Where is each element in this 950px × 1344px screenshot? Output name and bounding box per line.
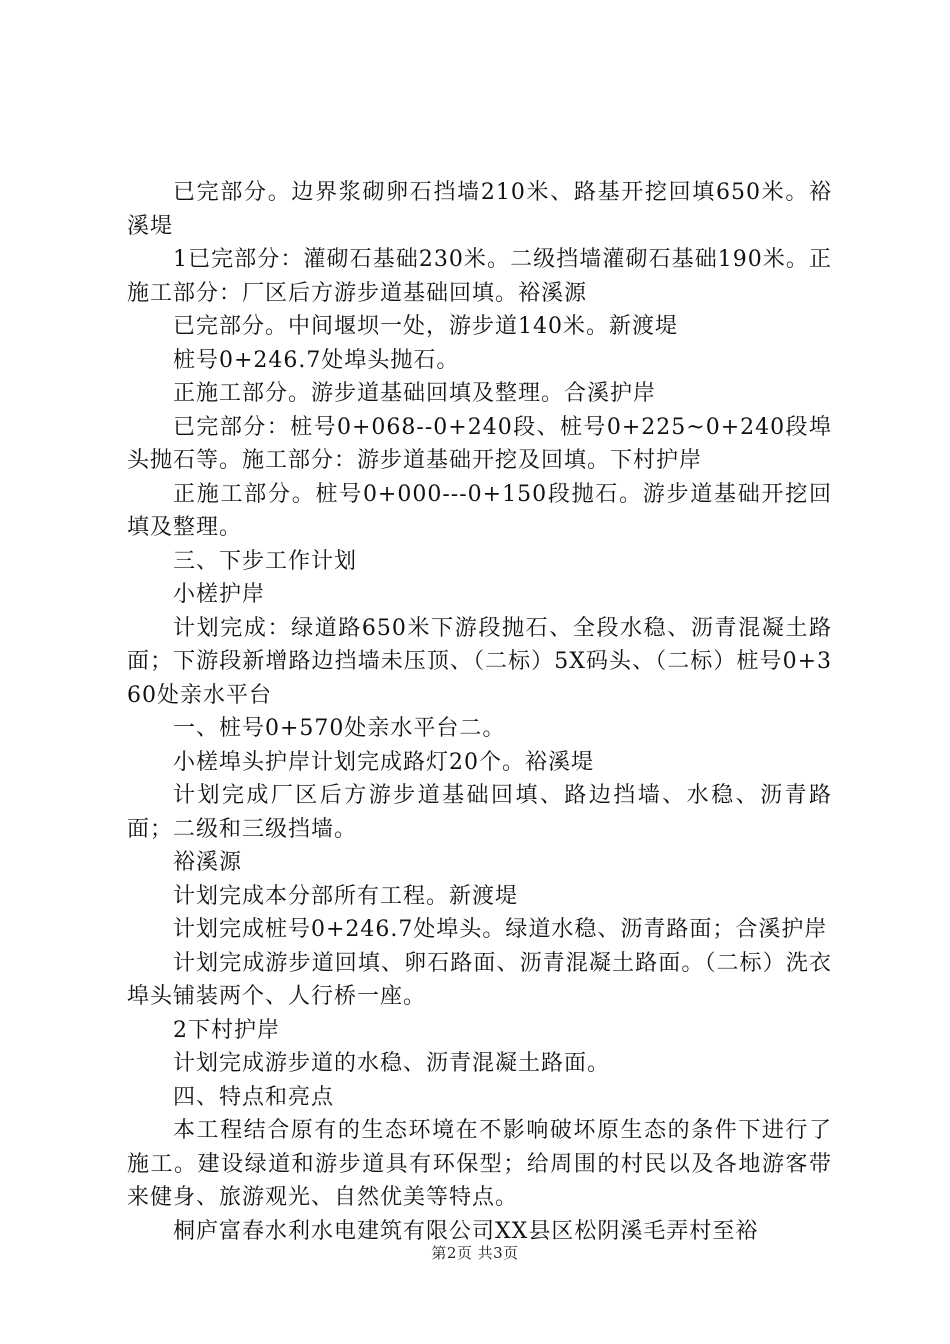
paragraph: 小槎埠头护岸计划完成路灯20个。裕溪堤 xyxy=(173,749,594,775)
paragraph: 计划完成桩号0+246.7处埠头。绿道水稳、沥青路面；合溪护岸 xyxy=(173,917,828,942)
paragraph: 计划完成：绿道路650米下游段抛石、全段水稳、沥青混凝土路面；下游段新增路边挡墙未压顶、（二标）5X码头、（二标）桩号0+360处亲水平台 xyxy=(127,615,832,708)
paragraph: 正施工部分。桩号0+000---0+150段抛石。游步道基础开挖回填及整理。 xyxy=(127,481,832,540)
paragraph: 正施工部分。游步道基础回填及整理。合溪护岸 xyxy=(173,381,657,406)
page-footer: 第2页 共3页 xyxy=(431,1244,519,1262)
paragraph: 已完部分。边界浆砌卵石挡墙210米、路基开挖回填650米。裕溪堤 xyxy=(127,180,832,239)
paragraph: 一、桩号0+570处亲水平台二。 xyxy=(173,716,506,741)
subsection-heading: 裕溪源 xyxy=(173,850,243,875)
paragraph: 计划完成游步道回填、卵石路面、沥青混凝土路面。（二标）洗衣埠头铺装两个、人行桥一座。 xyxy=(127,950,832,1009)
section-heading: 四、特点和亮点 xyxy=(173,1084,335,1110)
paragraph: 已完部分：桩号0+068--0+240段、桩号0+225~0+240段埠头抛石等。施工部分：游步道基础开挖及回填。下村护岸 xyxy=(127,414,832,473)
paragraph: 计划完成游步道的水稳、沥青混凝土路面。 xyxy=(173,1051,611,1076)
section-heading: 三、下步工作计划 xyxy=(173,548,358,574)
subsection-heading: 小槎护岸 xyxy=(173,582,266,607)
paragraph: 1已完部分：灌砌石基础230米。二级挡墙灌砌石基础190米。正施工部分：厂区后方游步道基础回填。裕溪源 xyxy=(127,247,832,306)
paragraph: 桩号0+246.7处埠头抛石。 xyxy=(173,347,460,373)
paragraph: 已完部分。中间堰坝一处，游步道140米。新渡堤 xyxy=(173,314,678,339)
paragraph: 本工程结合原有的生态环境在不影响破坏原生态的条件下进行了施工。建设绿道和游步道具有环保型；给周围的村民以及各地游客带来健身、旅游观光、自然优美等特点。 xyxy=(127,1118,832,1210)
paragraph: 桐庐富春水利水电建筑有限公司XX县区松阴溪毛弄村至裕 xyxy=(173,1218,759,1244)
document-body xyxy=(127,176,832,1248)
subsection-heading: 2下村护岸 xyxy=(173,1017,280,1043)
paragraph: 计划完成本分部所有工程。新渡堤 xyxy=(173,883,519,909)
paragraph: 计划完成厂区后方游步道基础回填、路边挡墙、水稳、沥青路面；二级和三级挡墙。 xyxy=(127,783,832,842)
